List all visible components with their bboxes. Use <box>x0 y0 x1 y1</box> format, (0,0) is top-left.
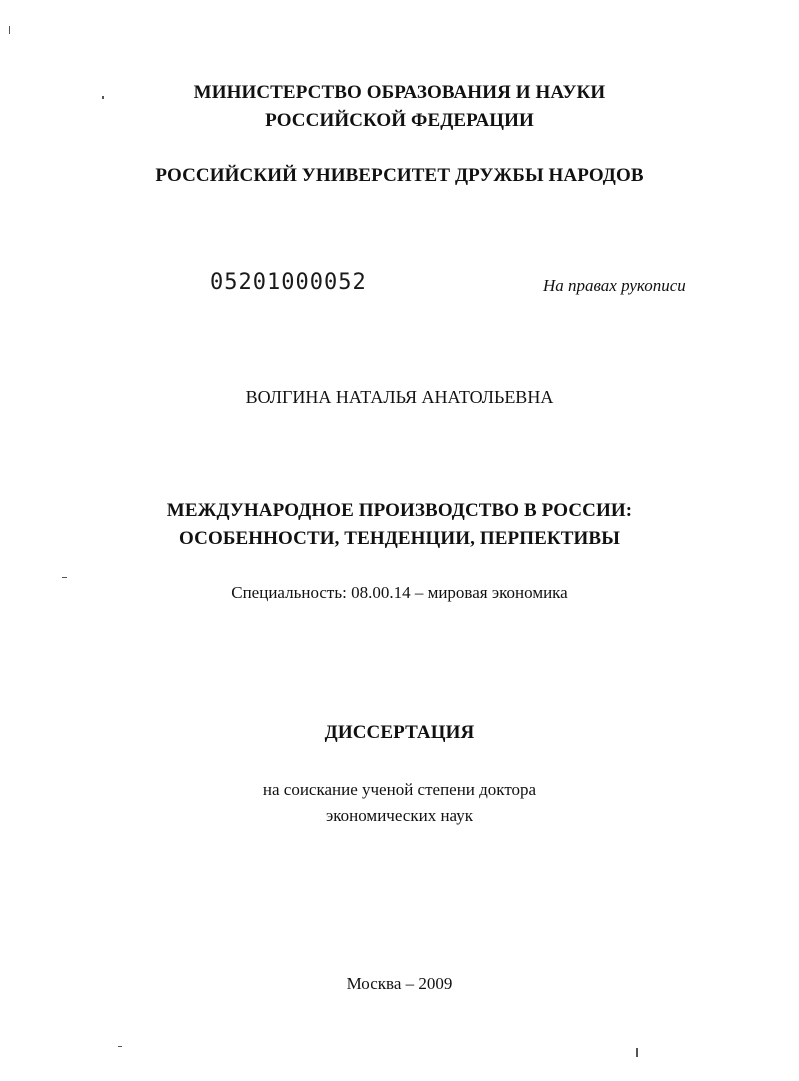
library-stamp-number: 05201000052 <box>210 270 367 295</box>
ministry-line-1: МИНИСТЕРСТВО ОБРАЗОВАНИЯ И НАУКИ <box>193 82 606 103</box>
scan-speck <box>118 1046 122 1047</box>
author-name: ВОЛГИНА НАТАЛЬЯ АНАТОЛЬЕВНА <box>245 387 554 407</box>
degree-line-2: экономических наук <box>325 806 474 825</box>
title-line-2: ОСОБЕННОСТИ, ТЕНДЕНЦИИ, ПЕРПЕКТИВЫ <box>179 528 620 549</box>
scan-speck <box>636 1048 638 1057</box>
specialty: Специальность: 08.00.14 – мировая экономика <box>231 583 568 602</box>
degree-line-1: на соискание ученой степени доктора <box>262 780 537 799</box>
scan-speck <box>9 26 10 34</box>
university-name: РОССИЙСКИЙ УНИВЕРСИТЕТ ДРУЖБЫ НАРОДОВ <box>155 165 644 186</box>
place-and-year: Москва – 2009 <box>346 974 453 993</box>
document-type: ДИССЕРТАЦИЯ <box>324 722 475 743</box>
title-line-1: МЕЖДУНАРОДНОЕ ПРОИЗВОДСТВО В РОССИИ: <box>166 500 633 521</box>
scan-speck <box>62 577 67 578</box>
ministry-line-2: РОССИЙСКОЙ ФЕДЕРАЦИИ <box>265 110 534 131</box>
rights-note: На правах рукописи <box>543 276 686 295</box>
